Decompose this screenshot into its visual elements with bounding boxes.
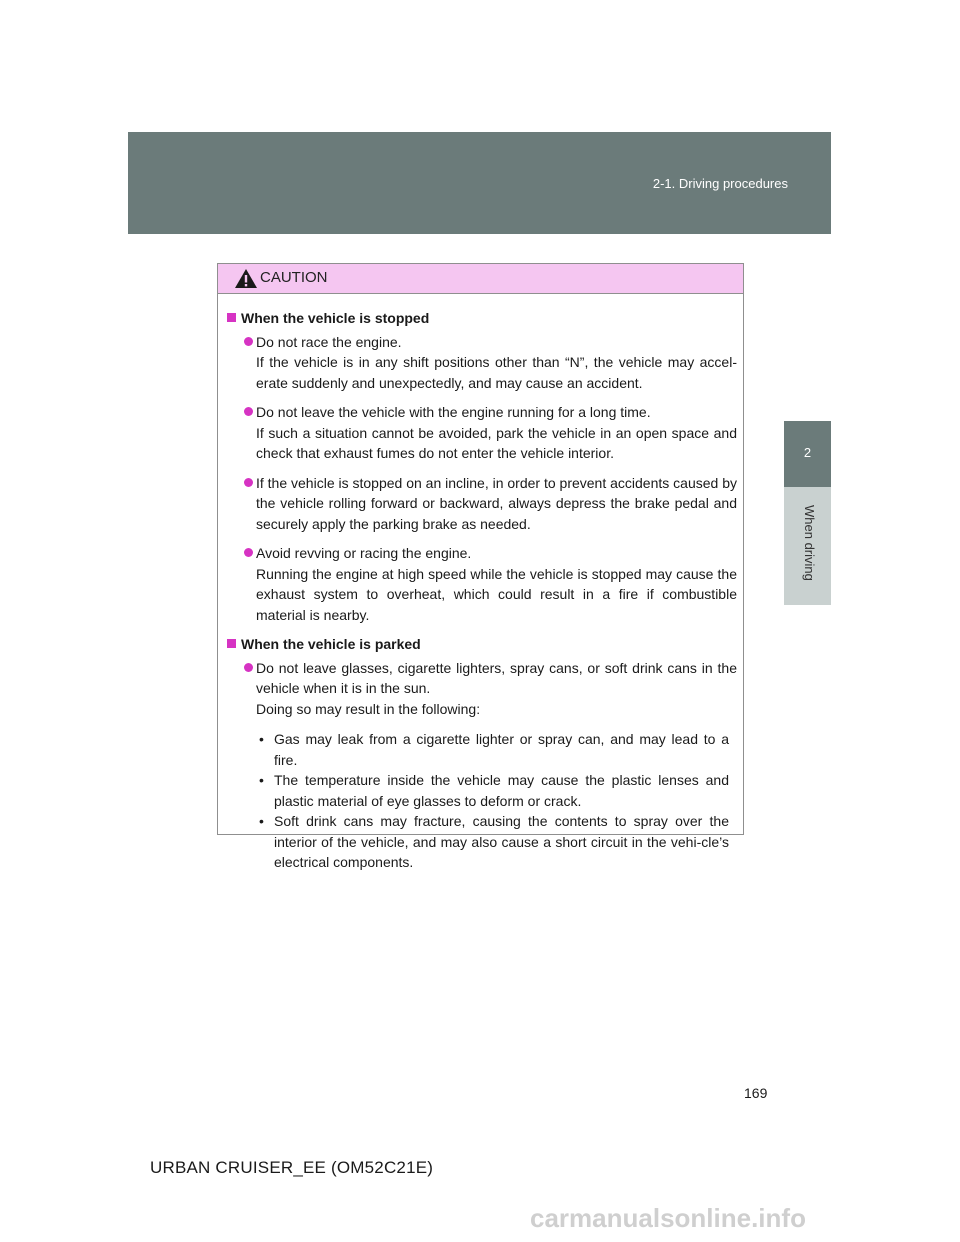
- bullet-item: [227, 332, 737, 394]
- bullet-item: [227, 402, 737, 464]
- sub-list: [256, 729, 737, 873]
- round-bullet-icon: [244, 548, 253, 557]
- footer-model: URBAN CRUISER_EE (OM52C21E): [150, 1158, 434, 1177]
- bullet-text: Doing so may result in the following:: [256, 700, 481, 717]
- round-bullet-icon: [244, 663, 253, 672]
- square-bullet-icon: [227, 639, 236, 648]
- chapter-number: 2: [803, 445, 812, 460]
- bullet-text: If the vehicle is in any shift positions other than “N”, the vehicle may accel-erate suddenly and unexpectedly, and may cause an accident.: [256, 354, 737, 391]
- warning-triangle-icon: [234, 268, 258, 289]
- chapter-label: When driving: [802, 505, 817, 581]
- bullet-lead: Do not race the engine.: [256, 333, 402, 350]
- watermark: carmanualsonline.info: [530, 1203, 806, 1233]
- section-title: 2-1. Driving procedures: [652, 176, 788, 191]
- sub-list-item: • Soft drink cans may fracture, causing the contents to spray over the interior of the vehicle, and may also cause a short circuit in the vehi-cle’s electrical components.: [259, 813, 729, 870]
- bullet-lead: Do not leave glasses, cigarette lighters, spray cans, or soft drink cans in the vehicle when it is in the sun.: [256, 659, 737, 696]
- caution-header: [218, 264, 743, 294]
- page-number: 169: [744, 1085, 768, 1101]
- caution-content: [218, 294, 743, 873]
- bullet-item: [227, 658, 737, 873]
- caution-box: [217, 263, 744, 870]
- bullet-item: [227, 473, 737, 535]
- bullet-text: Running the engine at high speed while the vehicle is stopped may cause the exhaust system to overheat, which could result in a fire if combustible material is nearby.: [256, 565, 737, 623]
- round-bullet-icon: [244, 337, 253, 346]
- bullet-text: If such a situation cannot be avoided, park the vehicle in an open space and check that exhaust fumes do not enter the vehicle interior.: [256, 424, 737, 461]
- square-bullet-icon: [227, 313, 236, 322]
- round-bullet-icon: [244, 478, 253, 487]
- bullet-item: [227, 543, 737, 625]
- bullet-lead: Do not leave the vehicle with the engine running for a long time.: [256, 404, 651, 420]
- caution-title: CAUTION: [260, 269, 328, 286]
- round-bullet-icon: [244, 407, 253, 416]
- section-heading: When the vehicle is stopped: [227, 308, 737, 329]
- sub-list-item: • The temperature inside the vehicle may cause the plastic lenses and plastic material of eye glasses to deform or crack.: [259, 772, 729, 809]
- bullet-lead: If the vehicle is stopped on an incline, in order to prevent accidents caused by the vehicle rolling forward or backward, always depress the brake pedal and securely apply the parking brake as needed.: [256, 474, 737, 532]
- section-heading: When the vehicle is parked: [227, 634, 737, 655]
- sub-list-item: • Gas may leak from a cigarette lighter or spray can, and may lead to a fire.: [259, 731, 729, 768]
- bullet-lead: Avoid revving or racing the engine.: [256, 545, 472, 561]
